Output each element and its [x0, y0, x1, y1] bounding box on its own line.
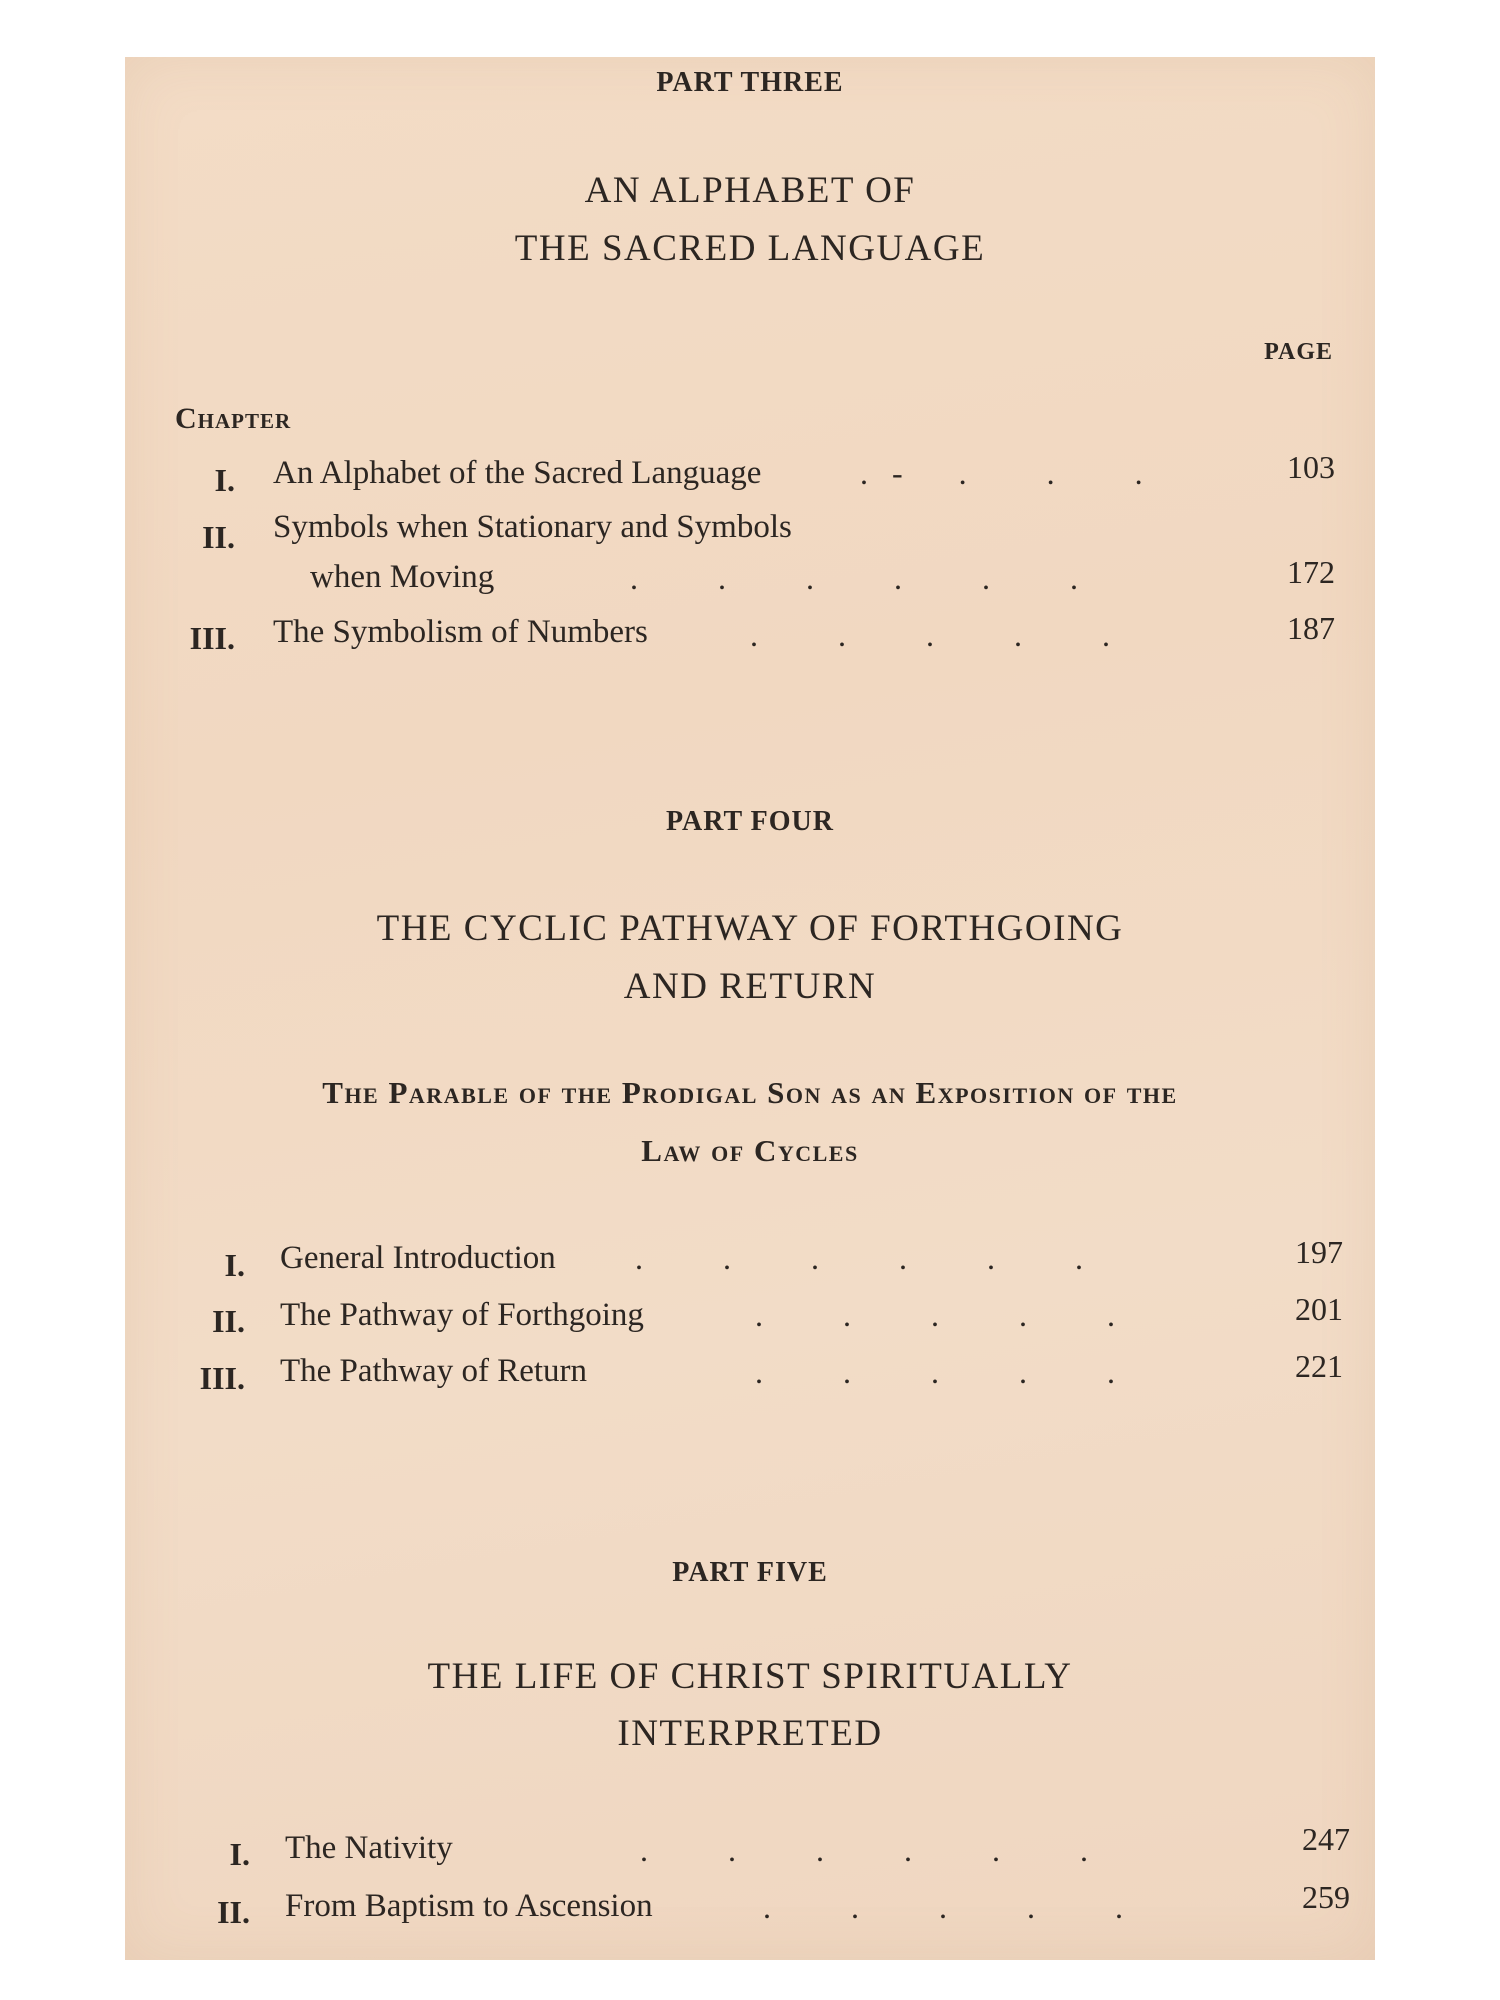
toc-entry-page: 247: [1302, 1821, 1350, 1857]
part-four-title-line1: THE CYCLIC PATHWAY OF FORTHGOING: [376, 908, 1124, 949]
part-three-label: PART THREE: [656, 67, 844, 98]
toc-entry-number: III.: [189, 620, 235, 656]
toc-entry-page: 172: [1287, 554, 1335, 590]
page-column-header: PAGE: [1264, 339, 1333, 365]
dot-leader: . . . . . .: [630, 560, 1078, 596]
toc-entry-title: Symbols when Stationary and Symbols: [273, 509, 792, 545]
toc-entry-title: The Nativity: [285, 1830, 453, 1866]
part-three-title-line1: AN ALPHABET OF: [584, 170, 916, 211]
toc-entry-title-continued: when Moving: [310, 559, 495, 595]
toc-entry-number: III.: [199, 1360, 245, 1396]
part-three-title-line2: THE SACRED LANGUAGE: [514, 228, 986, 269]
part-five-title-line1: THE LIFE OF CHRIST SPIRITUALLY: [427, 1656, 1073, 1697]
dot-leader: . . . . .: [755, 1297, 1115, 1333]
toc-entry-title: The Pathway of Forthgoing: [280, 1297, 644, 1333]
toc-entry-title: An Alphabet of the Sacred Language: [273, 455, 762, 491]
part-five-label: PART FIVE: [672, 1557, 828, 1588]
part-four-subtitle-line2: Law of Cycles: [641, 1133, 859, 1168]
dot-leader: . - . . .: [860, 455, 1143, 491]
toc-entry-title: General Introduction: [280, 1240, 556, 1276]
toc-entry-number: I.: [214, 462, 235, 498]
toc-entry-page: 103: [1287, 449, 1335, 485]
dot-leader: . . . . .: [755, 1354, 1115, 1390]
toc-entry-number: I.: [229, 1836, 250, 1872]
toc-entry-page: 221: [1295, 1348, 1343, 1384]
toc-entry-number: II.: [217, 1894, 250, 1930]
toc-entry-page: 197: [1295, 1234, 1343, 1270]
toc-entry-number: I.: [224, 1247, 245, 1283]
part-five-title-line2: INTERPRETED: [617, 1713, 883, 1754]
toc-entry-title: The Symbolism of Numbers: [273, 614, 648, 650]
dot-leader: . . . . .: [763, 1889, 1123, 1925]
part-four-subtitle-line1: The Parable of the Prodigal Son as an Exposition of the: [322, 1075, 1178, 1110]
toc-entry-page: 259: [1302, 1879, 1350, 1915]
part-four-label: PART FOUR: [666, 806, 834, 837]
toc-entry-page: 187: [1287, 610, 1335, 646]
toc-entry-title: From Baptism to Ascension: [285, 1888, 653, 1924]
toc-entry-page: 201: [1295, 1291, 1343, 1327]
part-four-title-line2: AND RETURN: [623, 966, 877, 1007]
dot-leader: . . . . . .: [635, 1240, 1083, 1276]
toc-entry-number: II.: [212, 1303, 245, 1339]
book-page: [125, 57, 1375, 1960]
dot-leader: . . . . . .: [640, 1832, 1088, 1868]
toc-entry-title: The Pathway of Return: [280, 1353, 588, 1389]
toc-entry-number: II.: [202, 519, 235, 555]
dot-leader: . . . . .: [750, 617, 1110, 653]
chapter-column-header: Chapter: [175, 402, 292, 435]
